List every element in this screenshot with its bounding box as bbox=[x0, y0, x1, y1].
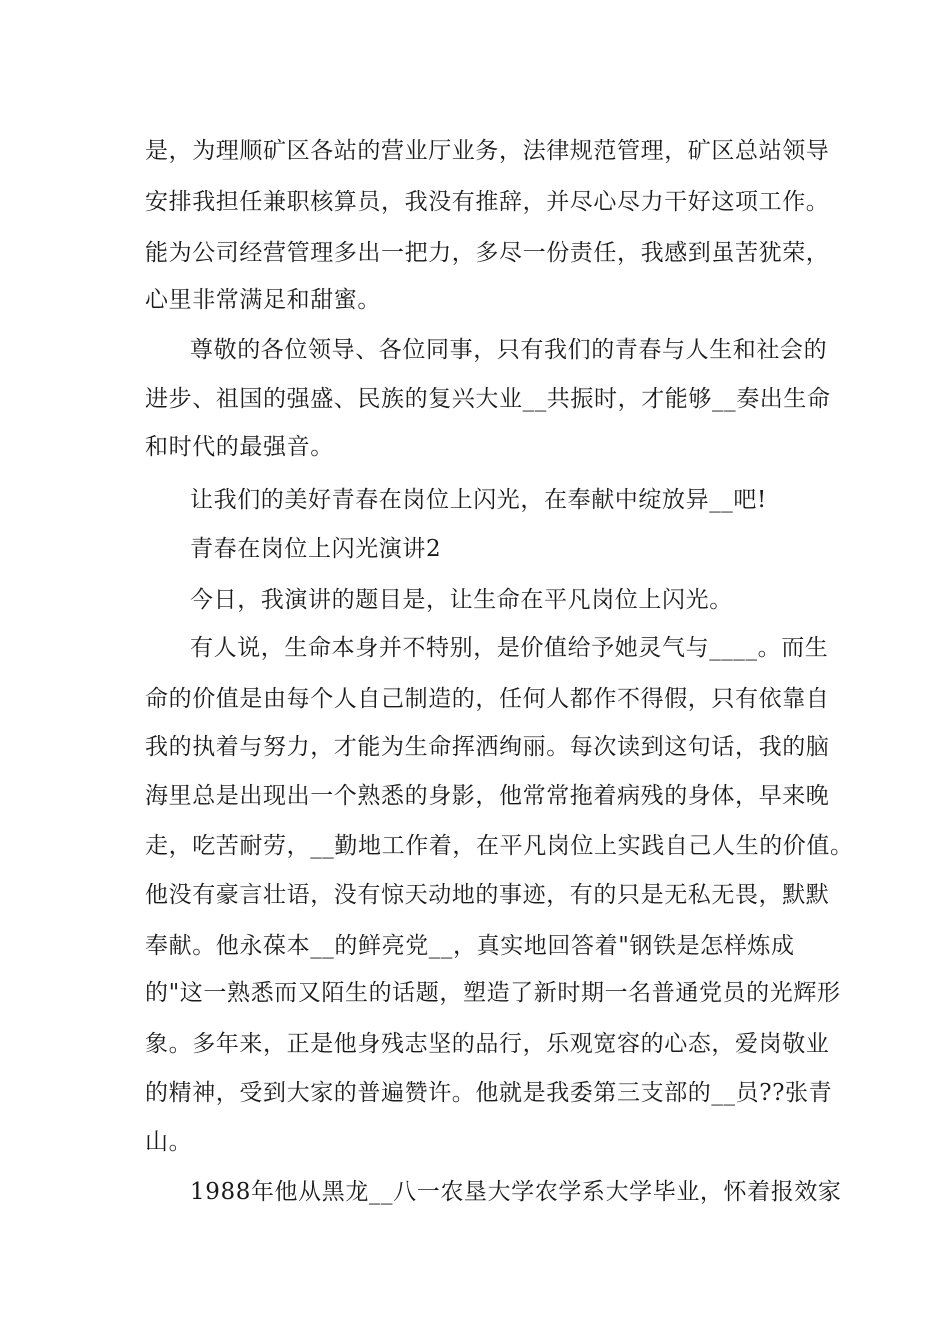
text-line: 我的执着与努力，才能为生命挥洒绚丽。每次读到这句话，我的脑 bbox=[145, 734, 830, 760]
text-line: 心里非常满足和甜蜜。 bbox=[145, 287, 381, 313]
paragraph-start: 今日，我演讲的题目是，让生命在平凡岗位上闪光。 bbox=[190, 587, 733, 613]
paragraph-start: 让我们的美好青春在岗位上闪光，在奉献中绽放异__吧! bbox=[190, 487, 767, 513]
text-line: 象。多年来，正是他身残志坚的品行，乐观宽容的心态，爱岗敬业 bbox=[145, 1031, 830, 1057]
text-line: 山。 bbox=[145, 1129, 193, 1155]
text-line: 安排我担任兼职核算员，我没有推辞，并尽心尽力干好这项工作。 bbox=[145, 189, 830, 215]
text-line: 的精神，受到大家的普遍赞许。他就是我委第三支部的__员??张青 bbox=[145, 1080, 833, 1106]
text-line: 他没有豪言壮语，没有惊天动地的事迹，有的只是无私无畏，默默 bbox=[145, 882, 830, 908]
text-line: 海里总是出现出一个熟悉的身影，他常常拖着病残的身体，早来晚 bbox=[145, 783, 830, 809]
text-line: 进步、祖国的强盛、民族的复兴大业__共振时，才能够__奏出生命 bbox=[145, 386, 831, 412]
section-title: 青春在岗位上闪光演讲2 bbox=[190, 536, 442, 562]
text-line: 和时代的最强音。 bbox=[145, 434, 334, 460]
text-line: 能为公司经营管理多出一把力，多尽一份责任，我感到虽苦犹荣， bbox=[145, 240, 830, 266]
text-line: 是，为理顺矿区各站的营业厅业务，法律规范管理，矿区总站领导 bbox=[145, 138, 830, 164]
text-line: 的"这一熟悉而又陌生的话题，塑造了新时期一名普通党员的光辉形 bbox=[145, 980, 841, 1006]
text-line: 走，吃苦耐劳，__勤地工作着，在平凡岗位上实践自己人生的价值。 bbox=[145, 833, 854, 859]
text-line: 奉献。他永葆本__的鲜亮党__，真实地回答着"钢铁是怎样炼成 bbox=[145, 933, 795, 959]
paragraph-start: 有人说，生命本身并不特别，是价值给予她灵气与____。而生 bbox=[190, 635, 829, 661]
paragraph-start: 1988年他从黑龙__八一农垦大学农学系大学毕业，怀着报效家 bbox=[190, 1179, 842, 1205]
text-line: 命的价值是由每个人自己制造的，任何人都作不得假，只有依靠自 bbox=[145, 686, 830, 712]
paragraph-start: 尊敬的各位领导、各位同事，只有我们的青春与人生和社会的 bbox=[190, 337, 828, 363]
